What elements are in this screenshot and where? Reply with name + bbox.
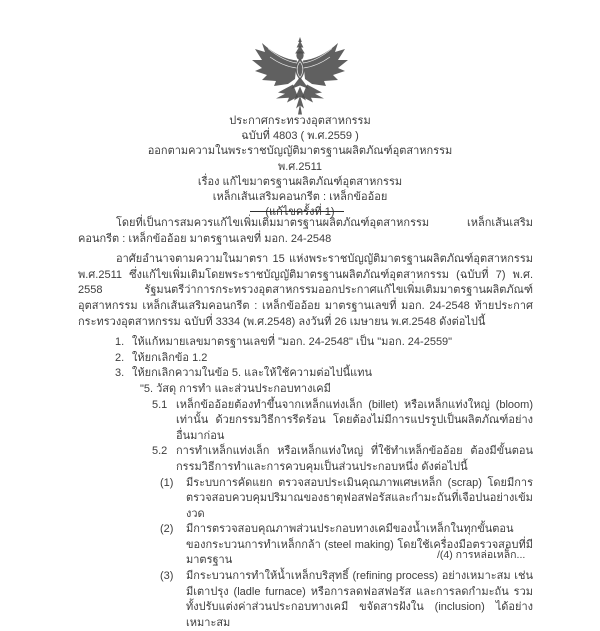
paren-item-text: มีกระบวนการทำให้น้ำเหล็กบริสุทธิ์ (refining process) อย่างเหมาะสม เช่น มีเตาปรุง (ladle furnace) หรือการลดฟอสฟอรัส และการลดกำมะถัน รวมทั้งปรับแต่งค่าส่วนประกอบทางเคมี ขจัดสารฝังใน (inclusion) ได้อย่างเหมาะสม xyxy=(186,569,533,631)
title-divider-rule xyxy=(250,211,344,212)
paren-item xyxy=(160,569,533,631)
list-item-number: 2. xyxy=(115,351,132,367)
sub-item-text: เหล็กข้ออ้อยต้องทำขึ้นจากเหล็กแท่งเล็ก (billet) หรือเหล็กแท่งใหญ่ (bloom) เท่านั้น ด้วยกรรมวิธีการรีดร้อน โดยต้องไม่มีการแปรรูปเป็นผลิตภัณฑ์อย่างอื่นมาก่อน xyxy=(176,398,533,445)
title-block xyxy=(0,114,600,220)
amendment-list xyxy=(115,335,533,382)
page-continuation-note: /(4) การหล่อเหล็ก... xyxy=(437,546,525,563)
garuda-emblem-icon xyxy=(248,37,352,115)
authority-paragraph: อาศัยอำนาจตามความในมาตรา 15 แห่งพระราชบัญญัติมาตรฐานผลิตภัณฑ์อุตสาหกรรม พ.ศ.2511 ซึ่งแก้ไขเพิ่มเติมโดยพระราชบัญญัติมาตรฐานผลิตภัณฑ์อุตสาหกรรม (ฉบับที่ 7) พ.ศ. 2558 รัฐมนตรีว่าการกระทรวงอุตสาหกรรมออกประกาศแก้ไขเพิ่มเติมมาตรฐานผลิตภัณฑ์อุตสาหกรรม เหล็กเส้นเสริมคอนกรีต : เหล็กข้ออ้อย มาตรฐานเลขที่ มอก. 24-2548 ท้ายประกาศกระทรวงอุตสาหกรรม ฉบับที่ 3334 (พ.ศ.2548) ลงวันที่ 26 เมษายน พ.ศ.2548 ดังต่อไปนี้ xyxy=(78,252,533,330)
emblem-container xyxy=(0,37,600,115)
announcement-title: ประกาศกระทรวงอุตสาหกรรม xyxy=(0,114,600,129)
sub-item xyxy=(152,444,533,475)
paren-item-number: (3) xyxy=(160,569,186,585)
subject-line: เรื่อง แก้ไขมาตรฐานผลิตภัณฑ์อุตสาหกรรม xyxy=(0,175,600,190)
clause-5-sub-list xyxy=(152,398,533,476)
sub-item-text: การทำเหล็กแท่งเล็ก หรือเหล็กแท่งใหญ่ ที่ใช้ทำเหล็กข้ออ้อย ต้องมีขั้นตอนกรรมวิธีการทำและการควบคุมเป็นส่วนประกอบหนึ่ง ดังต่อไปนี้ xyxy=(176,444,533,475)
list-item-text: ให้แก้หมายเลขมาตรฐานเลขที่ "มอก. 24-2548" เป็น "มอก. 24-2559" xyxy=(132,335,533,351)
clause-5-heading: "5. วัสดุ การทำ และส่วนประกอบทางเคมี xyxy=(140,382,533,398)
list-item-text: ให้ยกเลิกข้อ 1.2 xyxy=(132,351,533,367)
paren-item-text: มีระบบการคัดแยก ตรวจสอบประเมินคุณภาพเศษเหล็ก (scrap) โดยมีการตรวจสอบควบคุมปริมาณของธาตุฟอสฟอรัสและกำมะถันที่เจือปนอย่างเข้มงวด xyxy=(186,476,533,523)
document-body xyxy=(78,216,533,631)
amendment-number: (แก้ไขครั้งที่ 1) xyxy=(0,205,600,220)
paren-item xyxy=(160,476,533,523)
list-item xyxy=(115,366,533,382)
list-item-number: 1. xyxy=(115,335,132,351)
list-item-text: ให้ยกเลิกความในข้อ 5. และให้ใช้ความต่อไปนี้แทน xyxy=(132,366,533,382)
sub-item-number: 5.2 xyxy=(152,444,176,460)
issued-under-act: ออกตามความในพระราชบัญญัติมาตรฐานผลิตภัณฑ์อุตสาหกรรม xyxy=(0,144,600,159)
list-item xyxy=(115,335,533,351)
paren-item-number: (1) xyxy=(160,476,186,492)
sub-item-number: 5.1 xyxy=(152,398,176,414)
paren-item-number: (2) xyxy=(160,522,186,538)
list-item xyxy=(115,351,533,367)
sub-item xyxy=(152,398,533,445)
announcement-number: ฉบับที่ 4803 ( พ.ศ.2559 ) xyxy=(0,129,600,144)
standard-name: เหล็กเส้นเสริมคอนกรีต : เหล็กข้ออ้อย xyxy=(0,190,600,205)
paren-item-text: มีการตรวจสอบคุณภาพส่วนประกอบทางเคมีของน้ำเหล็กในทุกขั้นตอนของกระบวนการทำเหล็กกล้า (steel making) โดยใช้เครื่องมือตรวจสอบที่มีมาตรฐาน xyxy=(186,522,533,569)
act-year: พ.ศ.2511 xyxy=(0,160,600,175)
list-item-number: 3. xyxy=(115,366,132,382)
preamble-paragraph: โดยที่เป็นการสมควรแก้ไขเพิ่มเติมมาตรฐานผลิตภัณฑ์อุตสาหกรรม เหล็กเส้นเสริมคอนกรีต : เหล็กข้ออ้อย มาตรฐานเลขที่ มอก. 24-2548 xyxy=(78,216,533,247)
